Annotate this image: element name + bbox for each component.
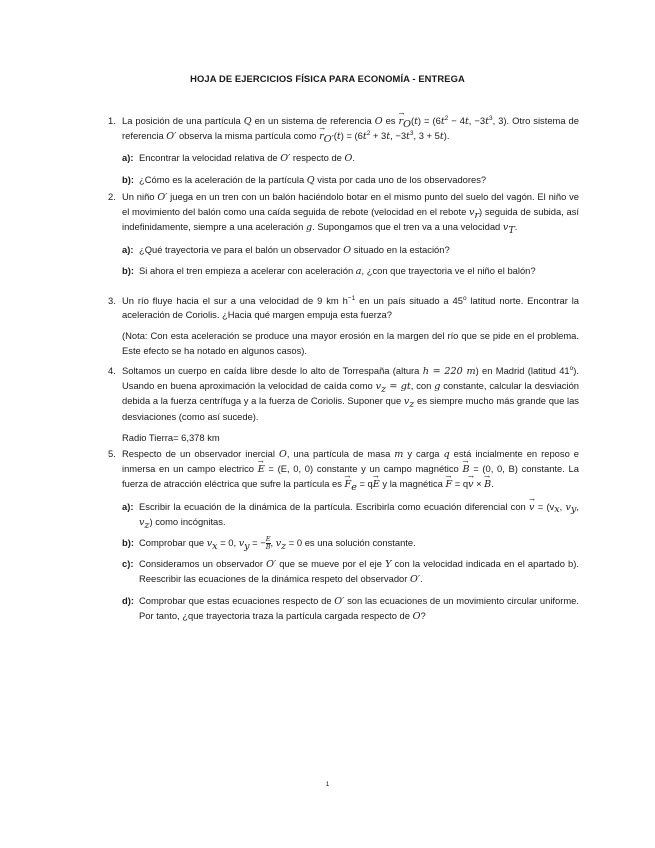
exercise-number: 2.	[108, 191, 116, 202]
exercise-3-note: (Nota: Con esta aceleración se produce una mayor erosión en la margen del río que se pide en el problema. Este efecto se ha notado en algunos casos).	[122, 330, 579, 356]
page-number: 1	[325, 781, 330, 788]
exercise-3	[108, 294, 579, 358]
exercise-statement: Un niño O′ juega en un tren con un balón haciéndolo botar en el mismo punto del suelo del vagón. El niño ve el movimiento del balón como una caída seguida de rebote (velocidad en el rebote $v_r$) seguida de subida, así indefinidamente, siempre a una aceleración g. Supongamos que el tren va a una velocidad $v_T$.	[122, 191, 579, 237]
exercise-4	[108, 364, 579, 445]
exercise-1-item-a: a): Encontrar la velocidad relativa de O′ respecto de O.	[122, 152, 355, 165]
exercise-number: 5.	[108, 448, 116, 459]
exercise-2	[108, 190, 579, 279]
exercise-5-item-d: d): Comprobar que estas ecuaciones respecto de O′ son las ecuaciones de un movimiento circular uniforme. Por tanto, ¿que trayectoria traza la partícula cargada respecto de O?	[122, 594, 579, 622]
exercise-number: 3.	[108, 295, 116, 306]
exercise-statement: La posición de una partícula Q en un sistema de referencia O es → $r_O(t) = (6t^2 - 4t$, $-3t^3$, 3). Otro sistema de referencia O′ observa la misma partícula como → $r_{O'}(t) = (6t^2 + 3t$, $-3t^3$, 3 + 5t).	[122, 114, 579, 144]
earth-radius: Radio Tierra= 6,378 km	[122, 431, 220, 443]
exercise-5-item-a: a): Escribir la ecuación de la dinámica de la partícula. Escribirla como ecuación diferencial con → $v = (v_x$, $v_y$, $v_z$) como incógnitas.	[122, 500, 579, 530]
exercise-statement: Soltamos un cuerpo en caída libre desde lo alto de Torrespaña (altura h = 220 m) en Madrid (latitud 41$^o$). Usando en buena aproximación la velocidad de caída como $v_z$ = gt, con g constante, calcular la desviación debida a la fuerza centrífuga y a la fuerza de Coriolis. Suponer que $v_z$ es siempre mucho más grande que las desviaciones (como así sucede).	[122, 364, 580, 422]
exercise-2-item-b: b): Si ahora el tren empieza a acelerar con aceleración a, ¿con que trayectoria ve el niño el balón?	[122, 264, 536, 277]
exercise-number: 1.	[108, 115, 116, 126]
exercise-number: 4.	[108, 365, 116, 376]
document-title: HOJA DE EJERCICIOS FÍSICA PARA ECONOMÍA - ENTREGA	[190, 73, 465, 84]
exercise-5	[108, 447, 579, 624]
exercise-5-item-b: b): Comprobar que $v_x = 0$, $v_y$ = − $\frac{E}{B}$ , $v_z = 0$ es una solución constante.	[122, 535, 416, 552]
exercise-1	[108, 114, 579, 188]
exercise-1-item-b: b): ¿Cómo es la aceleración de la partícula Q vista por cada uno de los observadores?	[122, 173, 487, 186]
exercise-statement: Un río fluye hacia el sur a una velocidad de 9 km $h^{-1}$ en un país situado a 45$^o$ latitud norte. Encontrar la aceleración de Coriolis. ¿Hacia qué margen empuja esta fuerza?	[122, 294, 579, 321]
exercise-2-item-a: a): ¿Qué trayectoria ve para el balón un observador O situado en la estación?	[122, 243, 450, 256]
exercise-statement: Respecto de un observador inercial O, una partícula de masa m y carga q está incialmente en reposo e inmersa en un campo electrico → E = (E, 0, 0) constante y un campo magnético → B = (0, 0, B) constante. La fuerza de atracción eléctrica que sufre la partícula es → $F_e = q\to E$ y la magnética → F = q→ v × → B.	[122, 447, 579, 493]
exercise-5-item-c: c): Consideramos un observador O′ que se mueve por el eje Y con la velocidad indicada en el apartado b). Reescribir las ecuaciones de la dinámica respeto del observador O′.	[122, 558, 579, 586]
